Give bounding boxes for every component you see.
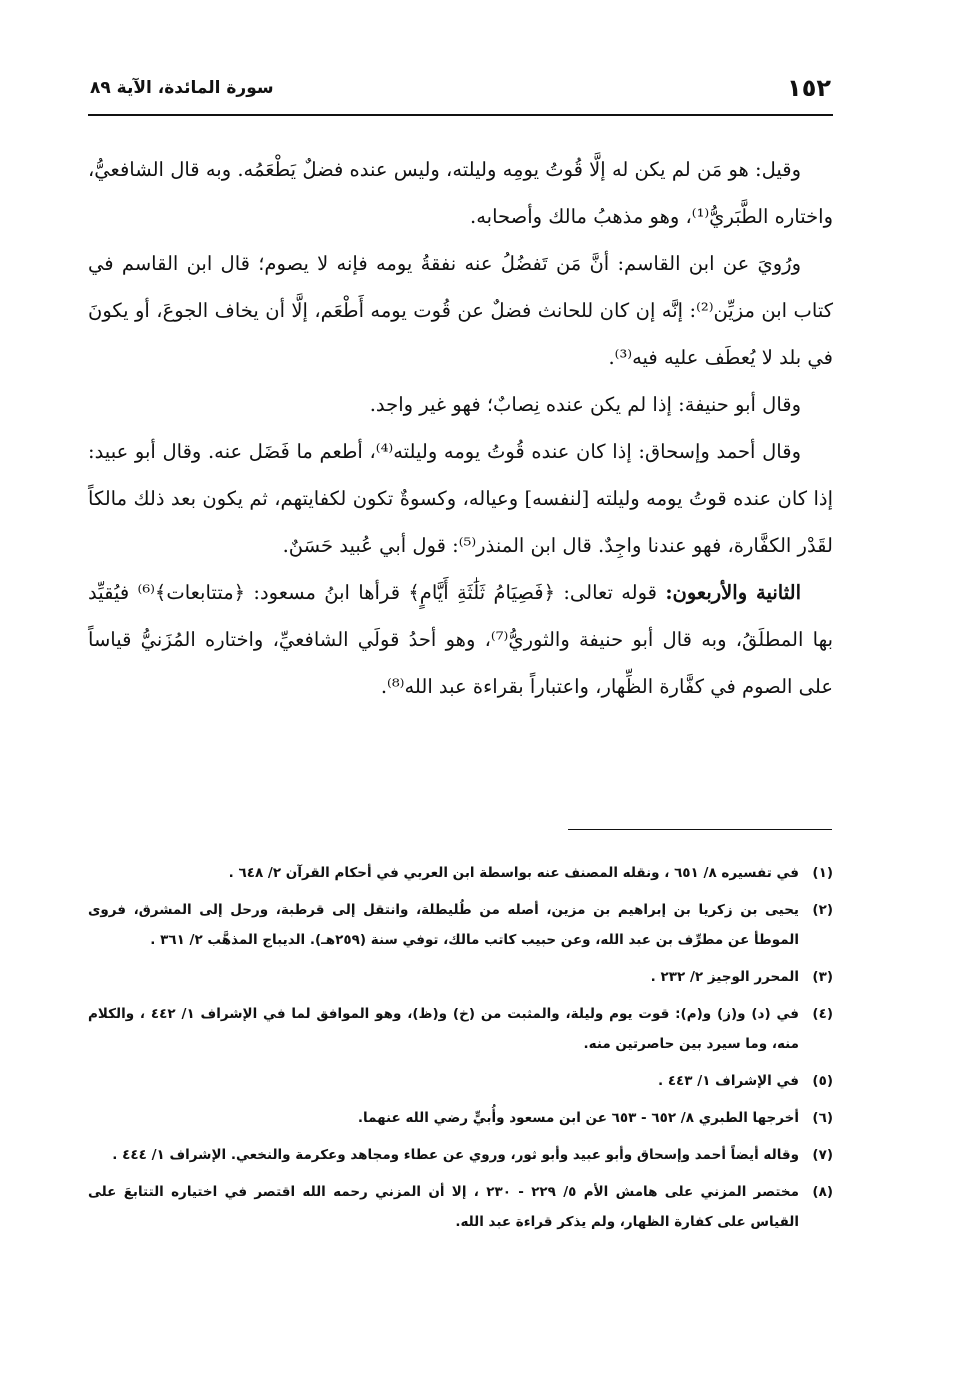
footnote [88, 1066, 833, 1096]
footnote [88, 1140, 833, 1170]
header-divider [88, 114, 833, 116]
footnote-text: مختصر المزني على هامش الأم ٥/ ٢٢٩ - ٢٣٠ ، إلا أن المزني رحمه الله اقتصر في اختياره التتابعَ على القياس على كفارة الظهار، ولم يذكر قراءة عبد الله. [88, 1184, 799, 1230]
paragraph [88, 569, 833, 710]
footnote-divider [568, 829, 832, 830]
paragraph-text: قوله تعالى: ﴿فَصِيَامُ ثَلَٰثَةِ أَيَّامٍ﴾ قرأها ابنُ مسعود: ﴿متتابعات﴾⁽⁶⁾ فيُقيِّد بها المطلَقُ، وبه قال أبو حنيفة والثوريُّ⁽⁷⁾، وهو أحدُ قولَي الشافعيِّ، واختاره المُزَنيُّ قياساً على الصوم في كفَّارة الظِّهار، واعتباراً بقراءة عبد الله⁽⁸⁾. [88, 581, 833, 698]
main-text [88, 146, 833, 710]
footnote-text: وقاله أيضاً أحمد وإسحاق وأبو عبيد وأبو ثور، وروي عن عطاء ومجاهد وعكرمة والنخعي. الإشراف ١/ ٤٤٤ . [112, 1147, 799, 1163]
footnote [88, 895, 833, 955]
page-header [88, 70, 833, 110]
running-title: سورة المائدة، الآية ٨٩ [90, 78, 274, 98]
footnote-number: (٤) [812, 1006, 833, 1022]
footnote-number: (١) [812, 865, 833, 881]
paragraph-text: وقيل: هو مَن لم يكن له إلَّا قُوتُ يومِه وليلته، وليس عنده فضلٌ يَطْعَمُه. وبه قال الشافعيُّ، واختاره الطَّبَريُّ⁽¹⁾، وهو مذهبُ مالك وأصحابه. [88, 158, 833, 228]
footnote-number: (٦) [812, 1110, 833, 1126]
footnote [88, 962, 833, 992]
footnote [88, 858, 833, 888]
paragraph-lead: الثانية والأربعون: [665, 581, 801, 604]
footnote-text: أخرجها الطبري ٨/ ٦٥٢ - ٦٥٣ عن ابن مسعود وأُبيٍّ رضي الله عنهما. [357, 1110, 799, 1126]
footnote-number: (٣) [812, 969, 833, 985]
paragraph [88, 428, 833, 569]
paragraph [88, 381, 833, 428]
footnote [88, 1177, 833, 1237]
footnote-text: في (د) و(ز) و(م): قوت يوم وليلة، والمثبت من (خ) و(ظ)، وهو الموافق لما في الإشراف ١/ ٤٤٢ ، والكلام منه، وما سيرد بين حاصرتين منه. [88, 1006, 799, 1052]
paragraph [88, 146, 833, 240]
paragraph-text: وقال أحمد وإسحاق: إذا كان عنده قُوتُ يومه وليلته⁽⁴⁾، أطعم ما فَضَل عنه. وقال أبو عبيد: إذا كان عنده قوتُ يومه وليلته [لنفسه] وعياله، وكسوةٌ تكون لكفايتهم، ثم يكون بعد ذلك مالكاً لقَدْر الكفَّارة، فهو عندنا واجِدٌ. قال ابن المنذر⁽⁵⁾: قول أبي عُبيد حَسَنٌ. [88, 440, 833, 557]
paragraph [88, 240, 833, 381]
paragraph-text: ورُويَ عن ابن القاسم: أنَّ مَن تَفضُلُ عنه نفقةُ يومه فإنه لا يصوم؛ قال ابن القاسم في كتاب ابن مزيِّن⁽²⁾: إنَّه إن كان للحانث فضلٌ عن قُوت يومه أَطْعَم، إلَّا أن يخاف الجوعَ، أو يكونَ في بلد لا يُعطَف عليه فيه⁽³⁾. [88, 252, 833, 369]
footnote-number: (٧) [812, 1147, 833, 1163]
footnote-text: يحيى بن زكريا بن إبراهيم بن مزين، أصله من طُليطلة، وانتقل إلى قرطبة، ورحل إلى المشرق، فروى الموطأ عن مطرِّف بن عبد الله، وعن حبيب كاتب مالك، توفي سنة (٢٥٩هـ). الديباج المذهَّب ٢/ ٣٦١ . [88, 902, 799, 948]
footnotes [88, 858, 833, 1244]
footnote [88, 1103, 833, 1133]
footnote-text: المحرر الوجيز ٢/ ٢٣٢ . [650, 969, 799, 985]
footnote-number: (٢) [812, 902, 833, 918]
footnote-number: (٥) [812, 1073, 833, 1089]
footnote-number: (٨) [812, 1184, 833, 1200]
footnote [88, 999, 833, 1059]
page-number: ١٥٢ [787, 74, 831, 102]
footnote-text: في الإشراف ١/ ٤٤٣ . [657, 1073, 799, 1089]
paragraph-text: وقال أبو حنيفة: إذا لم يكن عنده نِصابٌ؛ فهو غير واجد. [369, 393, 801, 416]
footnote-text: في تفسيره ٨/ ٦٥١ ، ونقله المصنف عنه بواسطة ابن العربي في أحكام القرآن ٢/ ٦٤٨ . [228, 865, 799, 881]
